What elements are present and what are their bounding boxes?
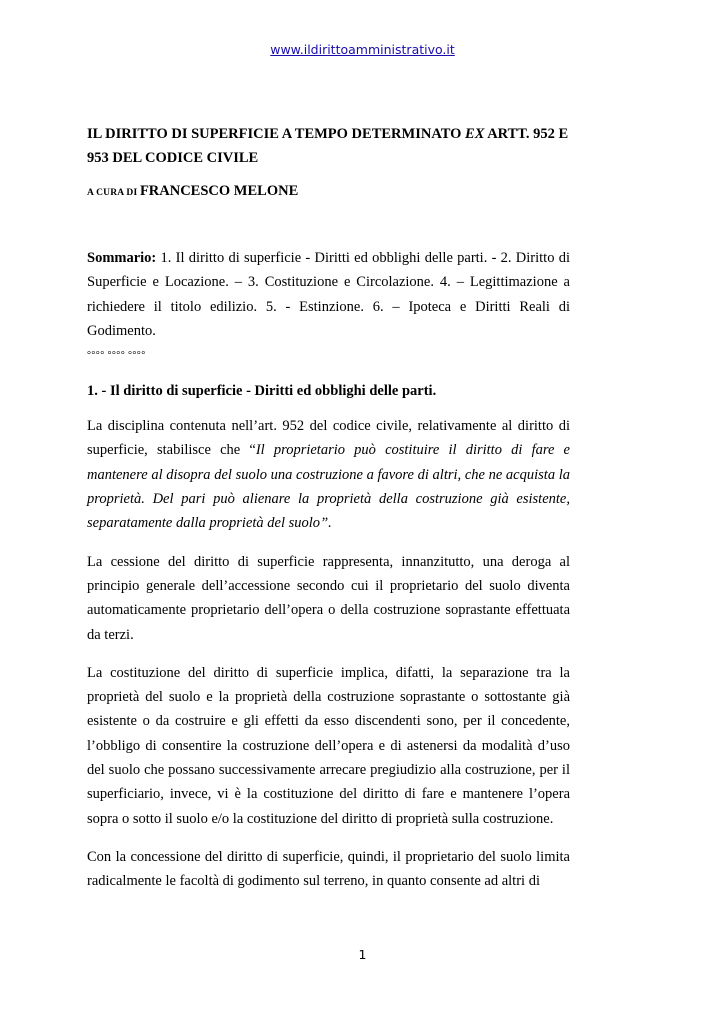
title-part-1: IL DIRITTO DI SUPERFICIE A TEMPO DETERMINATO [87,126,466,142]
separator-circles: °°°° °°°° °°°° [87,350,146,362]
paragraph-1 [87,414,570,535]
paragraph-1-intro: La disciplina contenuta nell’art. 952 del codice civile, relativamente al diritto di superficie, stabilisce che “ [87,418,570,459]
section-1-title: 1. - Il diritto di superficie - Diritti ed obblighi delle parti. [87,383,437,400]
title-part-2: ARTT. 952 E 953 DEL CODICE CIVILE [87,126,569,166]
author-name: FRANCESCO MELONE [139,183,299,199]
summary [87,246,570,343]
website-link[interactable]: www.ildirittoamministrativo.it [270,42,455,57]
document-body [87,122,570,894]
paragraph-1-end: ”. [320,515,332,532]
paragraph-3: La costituzione del diritto di superficie implica, difatti, la separazione tra la proprietà del suolo e la proprietà della costruzione soprastante o sottostante già esistente o da costruire e gli effetti da esso discendenti sono, per il concedente, l’obbligo di consentire la costruzione dell’opera e di astenersi da modalità d’uso del suolo che possano successivamente arrecare pregiudizio alla costruzione, per il superficiario, invece, vi è la costituzione del diritto di fare e mantenere l’opera sopra o sotto il suolo e/o la costituzione del diritto di proprietà sulla costruzione. [87,664,570,827]
document-title [87,122,570,170]
paragraph-2: La cessione del diritto di superficie rappresenta, innanzitutto, una deroga al principio generale dell’accessione secondo cui il proprietario del suolo diventa automaticamente proprietario dell’opera o della costruzione soprastante effettuata da terzi. [87,553,570,643]
summary-label: Sommario: [87,250,157,266]
page-number: 1 [358,947,367,962]
title-ex: EX [465,126,485,142]
summary-text: 1. Il diritto di superficie - Diritti ed obblighi delle parti. - 2. Diritto di Superficie e Locazione. – 3. Costituzione e Circolazione. 4. – Legittimazione a richiedere il titolo edilizio. 5. - Estinzione. 6. – Ipoteca e Diritti Reali di Godimento. [87,250,570,339]
paragraph-1-quote: Il proprietario può costituire il diritto di fare e mantenere al disopra del suolo una costruzione a favore di altri, che ne acquista la proprietà. Del pari può alienare la proprietà della costruzione già esistente, separatamente dalla proprietà del suolo [87,442,570,532]
author-prefix: A CURA DI [87,188,140,198]
paragraph-4: Con la concessione del diritto di superficie, quindi, il proprietario del suolo limita radicalmente le facoltà di godimento sul terreno, in quanto consente ad altri di [87,848,570,890]
author-line [87,183,570,200]
